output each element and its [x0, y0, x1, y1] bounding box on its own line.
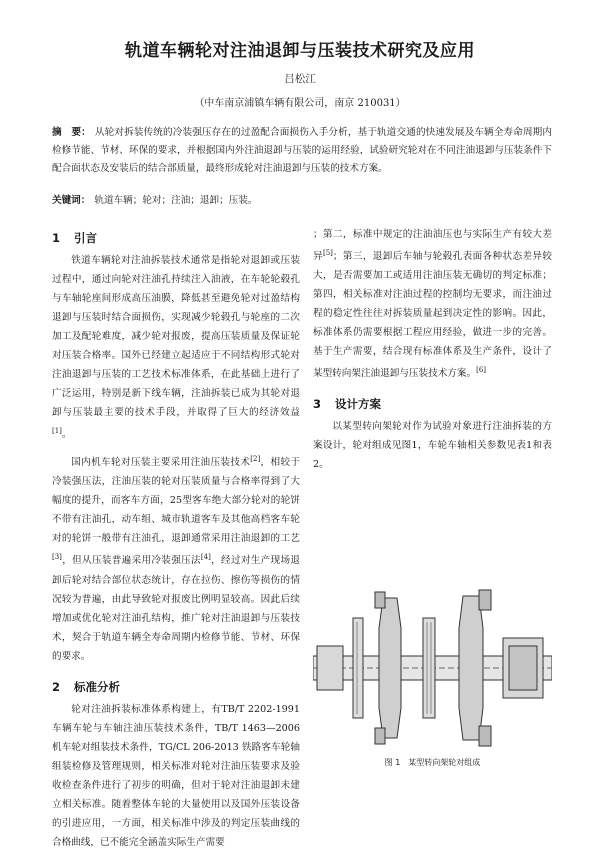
section-number: 3 [313, 397, 322, 412]
abstract-text: 从轮对拆装传统的冷装强压存在的过盈配合面损伤入手分析，基于轨道交通的快速发展及车辆全寿命周期内检修节能、节材、环保的要求，并根据国内外注油退卸与压装的运用经验，试验研究轮对在不同注油退卸与压装条件下配合面状态及安装后的结合部质量，最终形成轮对注油退卸与压装的技术方案。 [52, 127, 553, 174]
citation: [4] [200, 553, 211, 562]
paper-title: 轨道车辆轮对注油退卸与压装技术研究及应用 [125, 41, 475, 61]
section-title: 标准分析 [74, 679, 120, 694]
left-wheel-shape [379, 598, 401, 738]
author: 吕松江 [284, 73, 316, 85]
paragraph [52, 251, 300, 444]
paragraph [52, 450, 300, 665]
paragraph-text: 国内机车轮对压装主要采用注油压装技术 [71, 457, 251, 469]
section-number: 1 [52, 231, 61, 245]
paragraph-text: 铁道车辆轮对注油拆装技术通常是指轮对退卸或压装过程中，通过向轮对注油孔持续注入油液，在车轮轮毂孔与车轴轮座间形成高压油膜，降低甚至避免轮对过盈结构退卸与压装时结合面损伤，实现减少轮毂孔与轮座的二次加工及配轮难度，减少轮对报废，提高压装质量及保证轮对压装合格率。国外已经建立起适应于不同结构形式轮对注油退卸与压装的工艺技术标准体系，在此基础上进行了广泛运用，特别是新下线车辆，注油拆装已成为其轮对退卸与压装最主要的技术手段，并取得了巨大的经济效益 [52, 255, 300, 418]
section-title: 设计方案 [335, 397, 381, 412]
paragraph-text: ；第二，标准中规定的注油油压也与实际生产有较大差异 [313, 229, 552, 263]
citation: [5] [322, 249, 333, 257]
affiliation: （中车南京浦镇车辆有限公司，南京 210031） [194, 98, 406, 109]
right-wheel-shape [459, 596, 483, 740]
figure-caption: 图 1 某型转向架轮对组成 [384, 758, 481, 767]
abstract [52, 124, 552, 178]
paragraph [313, 417, 552, 474]
paragraph [52, 700, 300, 852]
keywords [52, 192, 552, 210]
paragraph-text: 以某型转向架轮对作为试验对象进行注油拆装的方案设计，轮对组成见图1，车轮车轴相关参数见表1和表2。 [313, 421, 552, 471]
citation: [3] [52, 553, 62, 562]
citation: [2] [250, 455, 261, 464]
right-column [313, 225, 552, 474]
left-bearing [317, 646, 343, 690]
paragraph-text: ，但从压装普遍采用冷装强压法 [61, 555, 201, 567]
keywords-label: 关键词： [52, 195, 91, 206]
section-heading [52, 674, 300, 700]
citation: [6] [476, 366, 487, 375]
paragraph [313, 225, 552, 383]
section-heading [52, 225, 300, 251]
citation: [1] [52, 427, 62, 435]
abstract-label: 摘 要： [52, 127, 91, 138]
keywords-text: 轨道车辆；轮对；注油；退卸；压装。 [94, 195, 258, 206]
paragraph-text: ，经过对生产现场退卸后轮对结合部位状态统计，存在拉伤、擦伤等损伤的情况较为普遍，由此导致轮对报废比例明显较高。因此后续增加或优化轮对注油孔结构，推广轮对注油退卸与压装技术，契合于轨道车辆全寿命周期内检修节能、节材、环保的要求。 [52, 555, 300, 662]
gearbox-inner [509, 646, 537, 690]
section-heading [313, 391, 552, 417]
section-number: 2 [52, 679, 61, 694]
center-brake-disc [423, 618, 435, 718]
paragraph-text: 。 [61, 429, 72, 441]
paragraph-text: 轮对注油拆装标准体系构建上，有TB/T 2202-1991 车辆车轮与车轴注油压装技术条件，TB/T 1463—2006 机车轮对组装技术条件，TG/CL 206-2013 铁路客车轮轴组装检修及管理规则，相关标准对轮对注油压装要求及验收检查条件进行了初步的明确，但对于轮对注油退卸未建立相关标准。随着整体车轮的大量使用以及国外压装设备的引进应用，一方面，相关标准中涉及的判定压装曲线的合格曲线，已不能完全涵盖实际生产需要 [52, 703, 300, 848]
wheelset-figure [313, 588, 552, 748]
section-title: 引言 [74, 231, 97, 245]
wheelset-drawing [313, 588, 552, 748]
paragraph-text: ；第三，退卸后车轴与轮毂孔表面各种状态差异较大，是否需要加工或适用注油压装无确切的判定标准；第四，相关标准对注油过程的控制均无要求，而注油过程的稳定性往往对拆装质量起到决定性的影响。因此，标准体系仍需要根据工程应用经验，做进一步的完善。基于生产需要，结合现有标准体系及生产条件，设计了某型转向架注油退卸与压装技术方案。 [313, 251, 553, 380]
left-column [52, 225, 300, 852]
left-brake-disc [353, 618, 363, 718]
paragraph-text: ，相较于冷装强压法，注油压装的轮对压装质量与合格率得到了大幅度的提升，而客车方面，25型客车绝大部分轮对的轮饼不带有注油孔，动车组、城市轨道客车及其他高档客车轮对的轮饼一般带有注油孔，退卸通常采用注油退卸的工艺 [52, 457, 301, 545]
